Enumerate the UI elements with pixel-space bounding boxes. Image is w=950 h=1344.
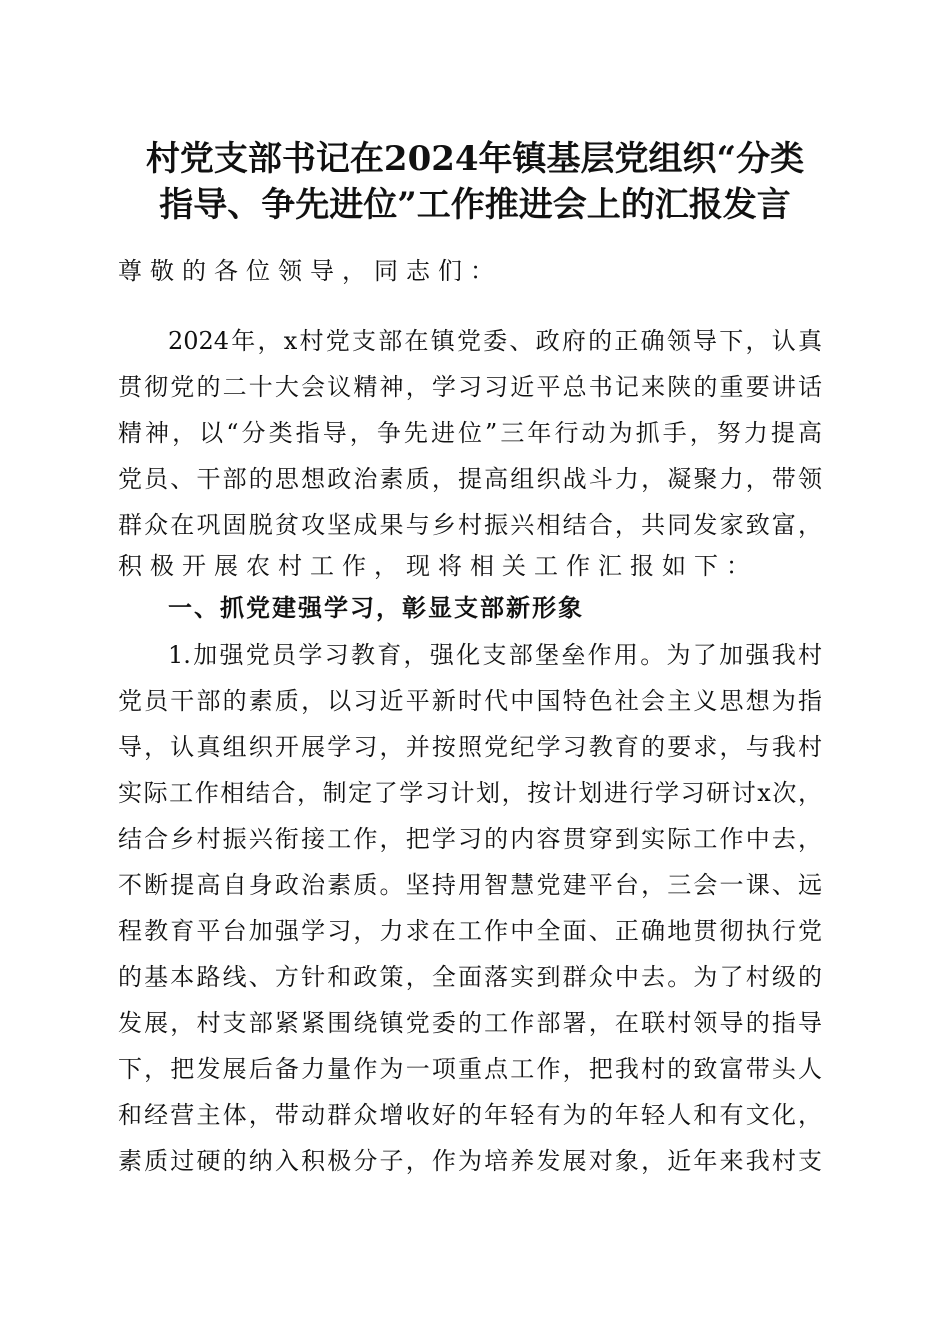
paragraph-line: 党员干部的素质，以习近平新时代中国特色社会主义思想为指 <box>118 687 822 715</box>
paragraph-line: 不断提高自身政治素质。坚持用智慧党建平台，三会一课、远 <box>118 871 822 899</box>
paragraph-line: 发展，村支部紧紧围绕镇党委的工作部署，在联村领导的指导 <box>118 1009 822 1037</box>
paragraph-line: 结合乡村振兴衔接工作，把学习的内容贯穿到实际工作中去， <box>118 825 822 853</box>
paragraph-line: 贯彻党的二十大会议精神，学习习近平总书记来陕的重要讲话 <box>118 373 822 401</box>
paragraph-line: 导，认真组织开展学习，并按照党纪学习教育的要求，与我村 <box>118 733 822 761</box>
paragraph-line: 1.加强党员学习教育，强化支部堡垒作用。为了加强我村 <box>168 641 822 669</box>
paragraph-line: 积极开展农村工作，现将相关工作汇报如下： <box>118 552 758 580</box>
paragraph-line: 下，把发展后备力量作为一项重点工作，把我村的致富带头人 <box>118 1055 822 1083</box>
paragraph-line: 的基本路线、方针和政策，全面落实到群众中去。为了村级的 <box>118 963 822 991</box>
paragraph-line: 程教育平台加强学习，力求在工作中全面、正确地贯彻执行党 <box>118 917 822 945</box>
paragraph-line: 素质过硬的纳入积极分子，作为培养发展对象，近年来我村支 <box>118 1147 822 1175</box>
salutation: 尊敬的各位领导，同志们： <box>118 257 502 285</box>
document-title-line-2: 指导、争先进位”工作推进会上的汇报发言 <box>159 185 791 225</box>
document-title-line-1: 村党支部书记在2024年镇基层党组织“分类 <box>145 139 805 179</box>
paragraph-line: 实际工作相结合，制定了学习计划，按计划进行学习研讨x次， <box>118 779 822 807</box>
paragraph-line: 群众在巩固脱贫攻坚成果与乡村振兴相结合，共同发家致富， <box>118 511 822 539</box>
section-heading: 一、抓党建强学习，彰显支部新形象 <box>168 593 584 622</box>
paragraph-line: 和经营主体，带动群众增收好的年轻有为的年轻人和有文化， <box>118 1101 822 1129</box>
paragraph-line: 党员、干部的思想政治素质，提高组织战斗力，凝聚力，带领 <box>118 465 822 493</box>
paragraph-line: 精神，以“分类指导，争先进位”三年行动为抓手，努力提高 <box>118 419 822 447</box>
paragraph-line: 2024年，x村党支部在镇党委、政府的正确领导下，认真 <box>168 327 822 355</box>
